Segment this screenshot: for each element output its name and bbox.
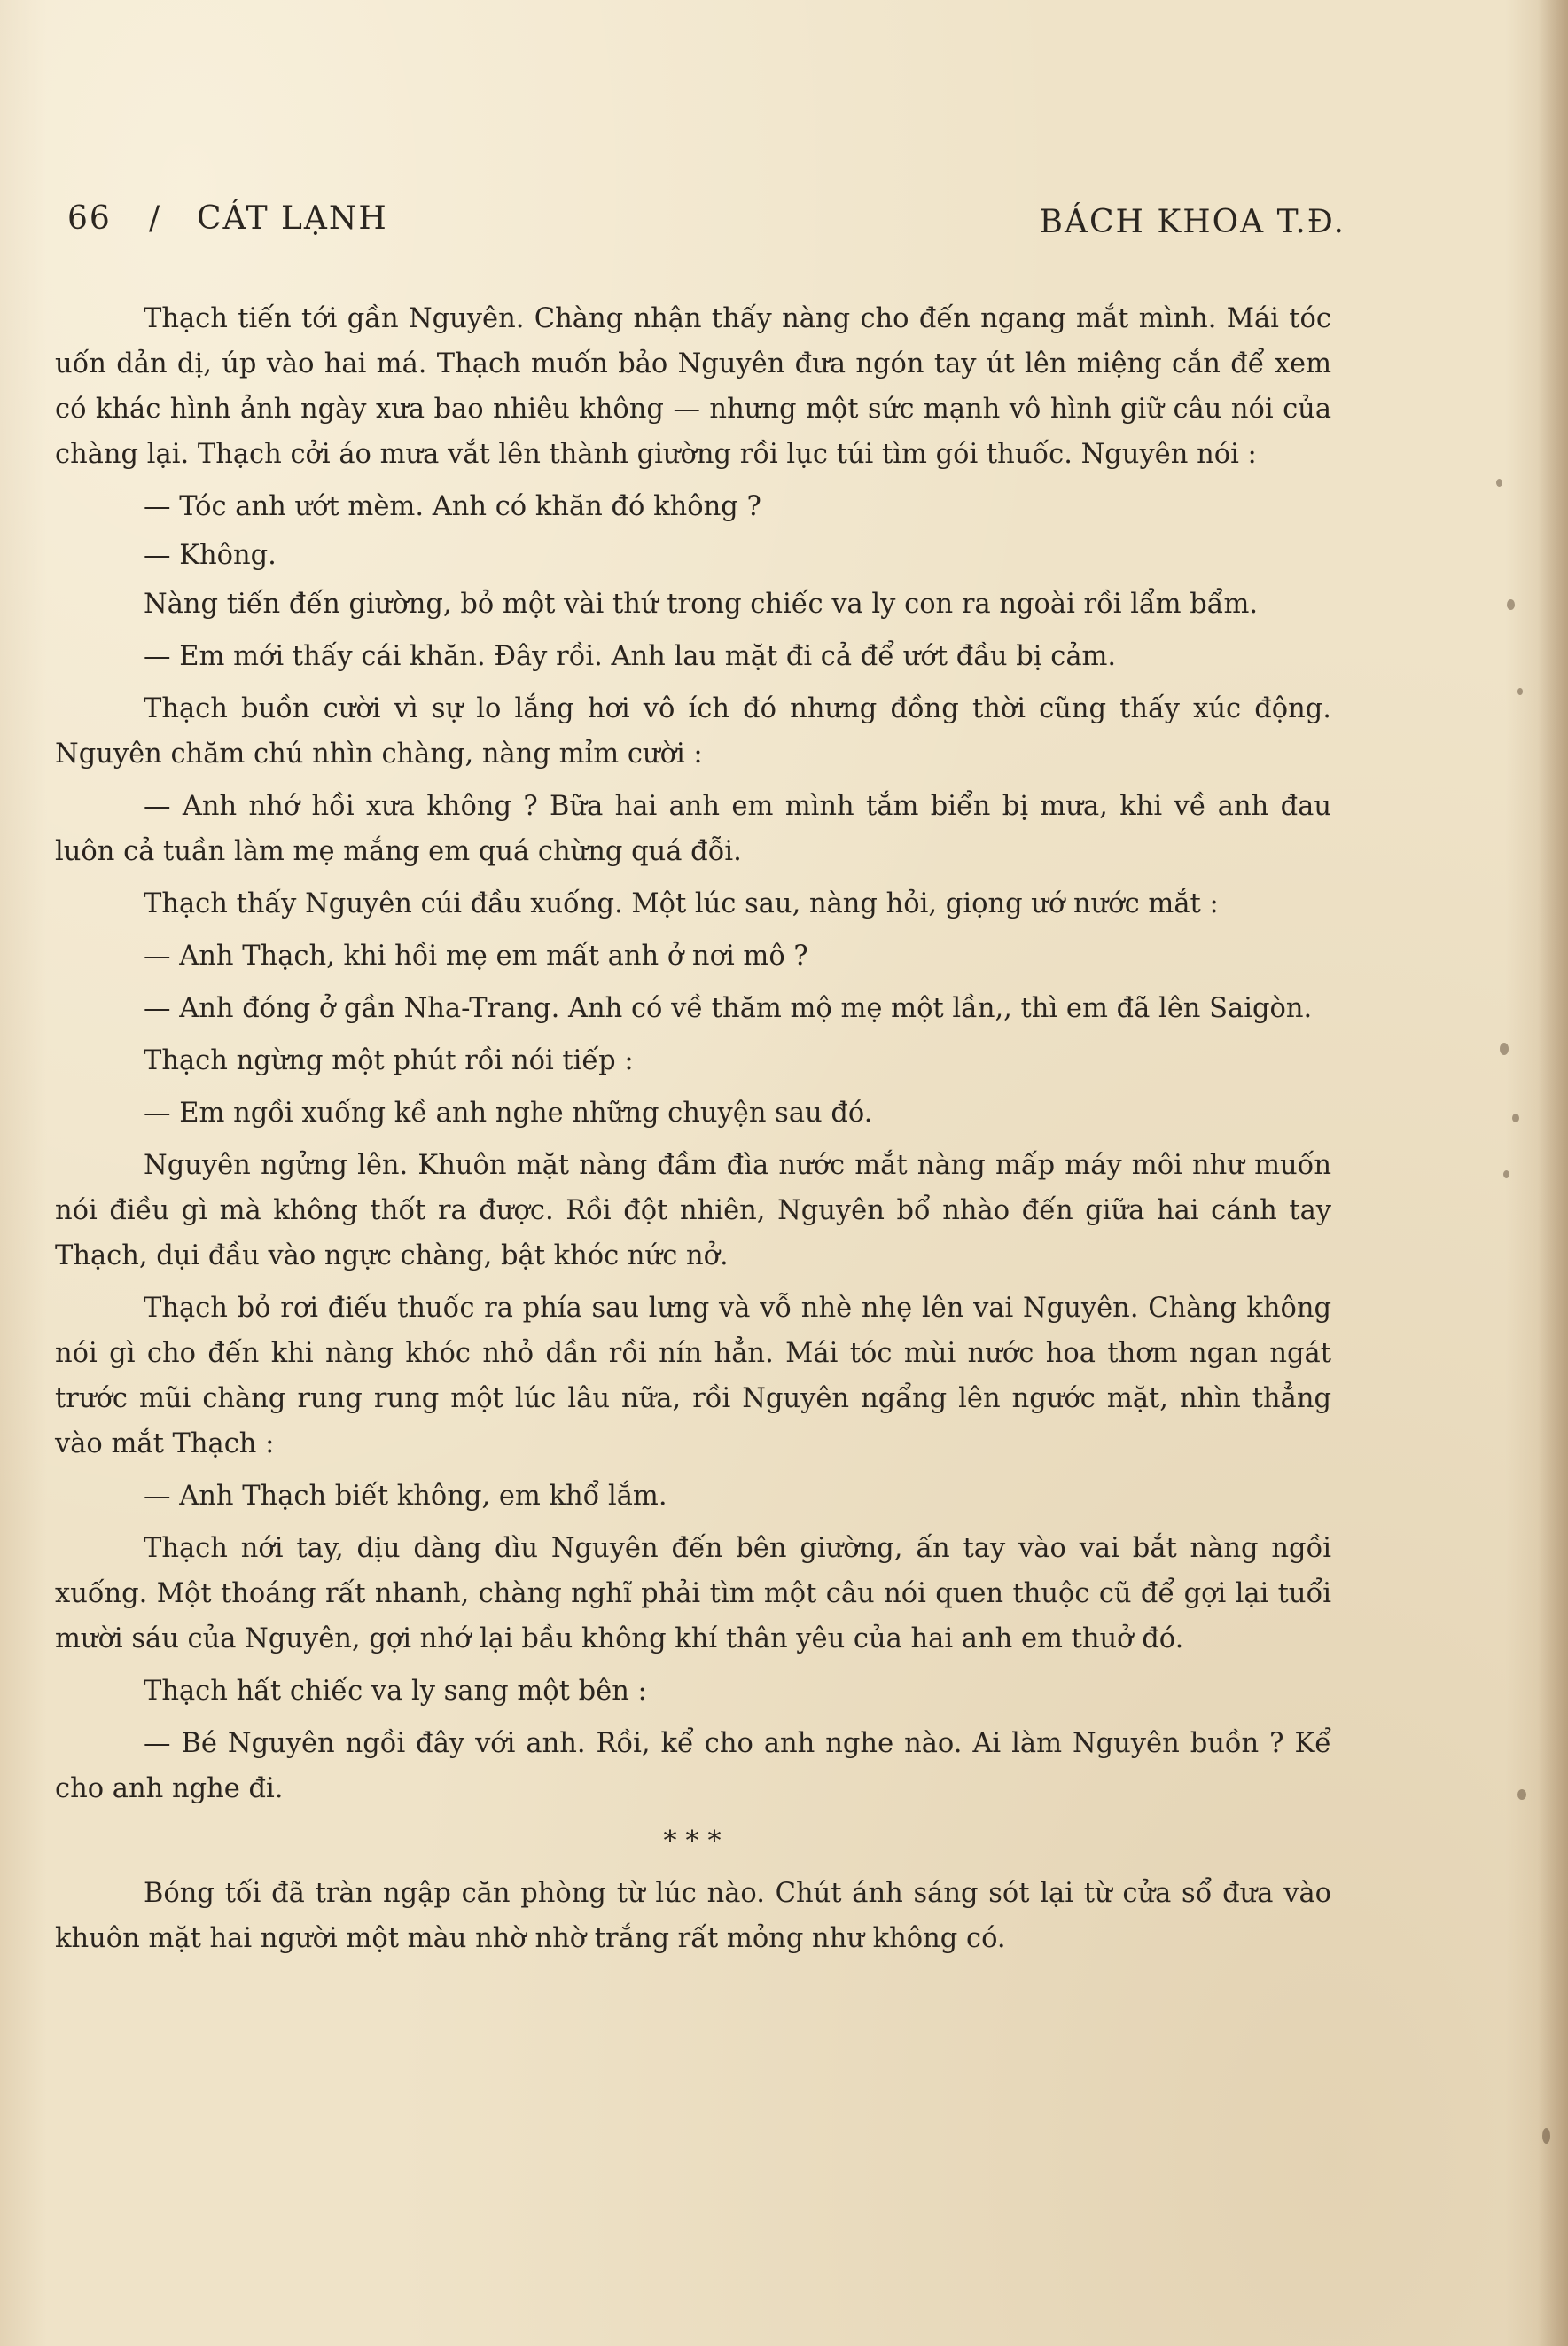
- header-separator: /: [149, 200, 162, 237]
- dialogue-line: — Không.: [144, 540, 277, 571]
- page-edge-shadow: [1538, 0, 1568, 2346]
- dialogue-line: — Em mới thấy cái khăn. Đây rồi. Anh lau mặt đi cả để ướt đầu bị cảm.: [144, 641, 1117, 672]
- paper-speck: [1517, 688, 1523, 695]
- paper-speck: [1517, 1789, 1526, 1800]
- dialogue-line: — Anh Thạch, khi hồi mẹ em mất anh ở nơi mô ?: [144, 941, 808, 972]
- paragraph: Bóng tối đã tràn ngập căn phòng từ lúc nào. Chút ánh sáng sót lại từ cửa sổ đưa vào khuôn mặt hai người một màu nhờ nhờ trắng rất mỏng như không có.: [55, 1878, 1331, 1954]
- body-text: [55, 296, 1331, 1961]
- paragraph: Nàng tiến đến giường, bỏ một vài thứ trong chiếc va ly con ra ngoài rồi lẩm bẩm.: [144, 589, 1259, 620]
- paper-speck: [1542, 2128, 1550, 2144]
- paper-speck: [1500, 1043, 1509, 1055]
- dialogue-line: — Em ngồi xuống kề anh nghe những chuyện sau đó.: [144, 1098, 873, 1129]
- dialogue-line: — Bé Nguyên ngồi đây với anh. Rồi, kể cho anh nghe nào. Ai làm Nguyên buồn ? Kể cho anh nghe đi.: [55, 1728, 1331, 1804]
- paper-speck: [1507, 599, 1515, 610]
- paragraph: Nguyên ngửng lên. Khuôn mặt nàng đầm đìa nước mắt nàng mấp máy môi như muốn nói điều gì mà không thốt ra được. Rồi đột nhiên, Nguyên bổ nhào đến giữa hai cánh tay Thạch, dụi đầu vào ngực chàng, bật khóc nức nở.: [55, 1150, 1331, 1271]
- paragraph: Thạch bỏ rơi điếu thuốc ra phía sau lưng và vỗ nhè nhẹ lên vai Nguyên. Chàng không nói gì cho đến khi nàng khóc nhỏ dần rồi nín hẳn. Mái tóc mùi nước hoa thơm ngan ngát trước mũi chàng rung rung một lúc lâu nữa, rồi Nguyên ngẩng lên ngước mặt, nhìn thẳng vào mắt Thạch :: [55, 1293, 1331, 1459]
- paper-speck: [1496, 479, 1502, 487]
- paragraph: Thạch tiến tới gần Nguyên. Chàng nhận thấy nàng cho đến ngang mắt mình. Mái tóc uốn dản dị, úp vào hai má. Thạch muốn bảo Nguyên đưa ngón tay út lên miệng cắn để xem có khác hình ảnh ngày xưa bao nhiêu không — nhưng một sức mạnh vô hình giữ câu nói của chàng lại. Thạch cởi áo mưa vắt lên thành giường rồi lục túi tìm gói thuốc. Nguyên nói :: [55, 303, 1331, 470]
- paragraph: Thạch nới tay, dịu dàng dìu Nguyên đến bên giường, ấn tay vào vai bắt nàng ngồi xuống. Một thoáng rất nhanh, chàng nghĩ phải tìm một câu nói quen thuộc cũ để gợi lại tuổi mười sáu của Nguyên, gợi nhớ lại bầu không khí thân yêu của hai anh em thuở đó.: [55, 1533, 1331, 1654]
- paper-speck: [1503, 1170, 1509, 1178]
- paragraph: Thạch buồn cười vì sự lo lắng hơi vô ích đó nhưng đồng thời cũng thấy xúc động. Nguyên chăm chú nhìn chàng, nàng mỉm cười :: [55, 693, 1331, 770]
- page-number: 66: [67, 200, 112, 237]
- dialogue-line: — Anh Thạch biết không, em khổ lắm.: [144, 1481, 667, 1512]
- section-break: * * *: [663, 1826, 723, 1857]
- paragraph: Thạch thấy Nguyên cúi đầu xuống. Một lúc sau, nàng hỏi, giọng ướ nước mắt :: [144, 888, 1219, 919]
- page-header: [67, 200, 1344, 245]
- dialogue-line: — Anh đóng ở gần Nha-Trang. Anh có về thăm mộ mẹ một lần,, thì em đã lên Saigòn.: [144, 993, 1313, 1024]
- paper-speck: [1512, 1114, 1519, 1122]
- section-title: CÁT LẠNH: [197, 200, 388, 237]
- dialogue-line: — Tóc anh ướt mèm. Anh có khăn đó không ?: [144, 491, 761, 522]
- paragraph: Thạch hất chiếc va ly sang một bên :: [144, 1676, 647, 1707]
- publication-title: BÁCH KHOA T.Đ.: [1039, 204, 1346, 240]
- dialogue-line: — Anh nhớ hồi xưa không ? Bữa hai anh em mình tắm biển bị mưa, khi về anh đau luôn cả tuần làm mẹ mắng em quá chừng quá đỗi.: [55, 791, 1331, 867]
- paragraph: Thạch ngừng một phút rồi nói tiếp :: [144, 1045, 634, 1076]
